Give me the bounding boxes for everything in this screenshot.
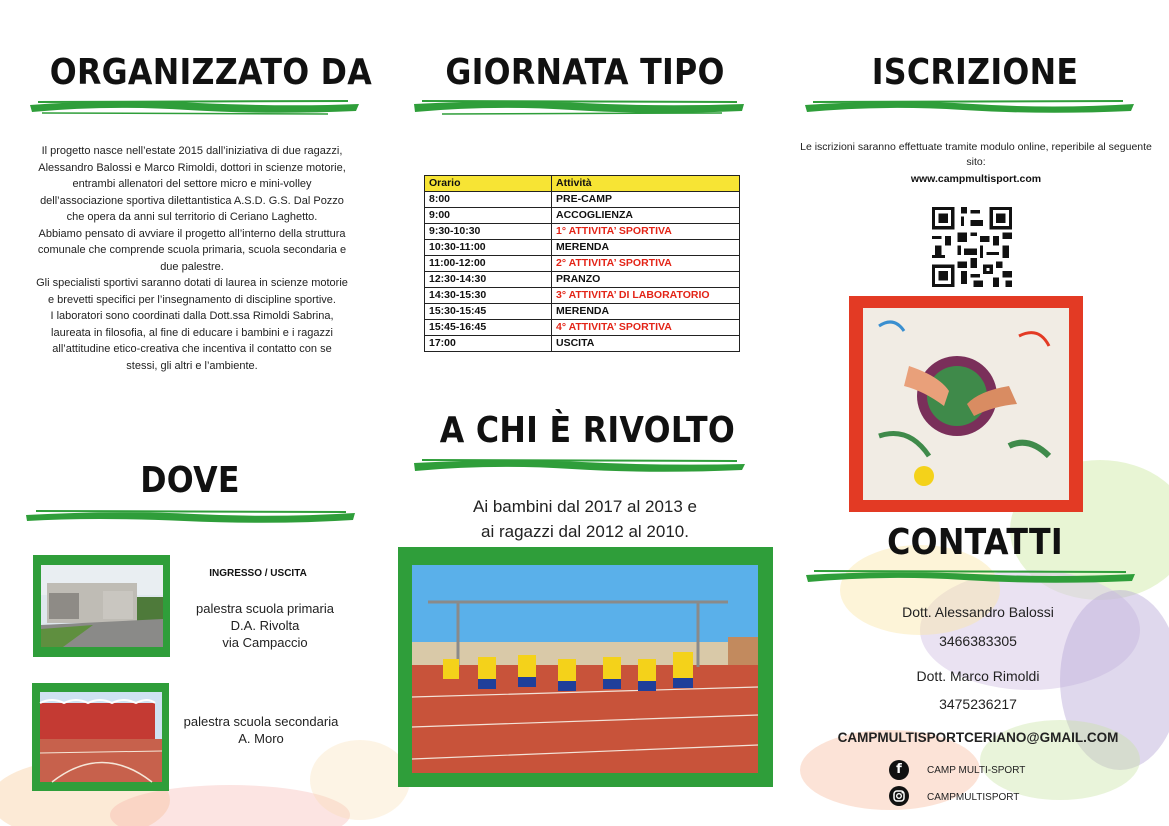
facebook-label[interactable]: CAMP MULTI-SPORT: [927, 765, 1026, 776]
organizzato-paragraph: Il progetto nasce nell’estate 2015 dall’iniziativa di due ragazzi, Alessandro Balossi e Marco Rimoldi, dottori in scienze motorie, entrambi allenatori del settore micro e mini-volley dell’associazione sportiva dilettantistica A.S.D. G.S. Dal Pozzo che opera da anni sul territorio di Ceriano Laghetto.: [38, 145, 346, 223]
green-brush-stroke: [24, 508, 357, 526]
schedule-activity: USCITA: [552, 336, 740, 352]
schedule-time: 9:00: [425, 208, 552, 224]
green-brush-stroke: [28, 98, 361, 116]
rivolto-text: [420, 494, 750, 544]
organizzato-text: [36, 143, 348, 374]
schedule-row: [425, 320, 740, 336]
running-kids-photo: [398, 547, 773, 787]
place1-line: palestra scuola primaria: [195, 601, 334, 616]
schedule-time: 15:45-16:45: [425, 320, 552, 336]
contact-name-1: Dott. Alessandro Balossi: [902, 604, 1054, 620]
schedule-header-row: [425, 176, 740, 192]
green-brush-stroke: [804, 568, 1137, 586]
schedule-row: [425, 240, 740, 256]
place1-address: [170, 600, 360, 651]
contact-email[interactable]: CAMPMULTISPORTCERIANO@GMAIL.COM: [837, 730, 1119, 745]
schedule-activity: MERENDA: [552, 240, 740, 256]
schedule-header-activity: Attività: [552, 176, 740, 192]
instagram-icon[interactable]: [889, 786, 909, 806]
rivolto-title: A CHI È RIVOLTO: [439, 410, 736, 451]
organizzato-paragraph: Gli specialisti sportivi saranno dotati di laurea in scienze motorie e brevetti specifici per l’insegnamento di discipline sportive.: [36, 277, 348, 306]
green-brush-stroke: [412, 457, 747, 475]
place2-line: A. Moro: [238, 731, 284, 746]
rivolto-line: Ai bambini dal 2017 al 2013 e: [473, 497, 697, 516]
schedule-row: [425, 304, 740, 320]
iscrizione-text: Le iscrizioni saranno effettuate tramite modulo online, reperibile al seguente sito:: [800, 141, 1152, 168]
schedule-activity: MERENDA: [552, 304, 740, 320]
schedule-time: 14:30-15:30: [425, 288, 552, 304]
schedule-time: 12:30-14:30: [425, 272, 552, 288]
schedule-activity: 1° ATTIVITA’ SPORTIVA: [552, 224, 740, 240]
schedule-row: [425, 336, 740, 352]
secondary-school-photo: [32, 683, 169, 791]
green-brush-stroke: [412, 98, 746, 116]
schedule-time: 17:00: [425, 336, 552, 352]
schedule-activity: 4° ATTIVITA’ SPORTIVA: [552, 320, 740, 336]
organizzato-paragraph: I laboratori sono coordinati dalla Dott.ssa Rimoldi Sabrina, laureata in filosofia, al fine di educare i bambini e i ragazzi all’attitudine etico-creativa che incentiva il contatto con se stessi, gli altri e l’ambiente.: [50, 310, 334, 372]
place1-line: via Campaccio: [222, 635, 308, 650]
schedule-row: [425, 256, 740, 272]
schedule-row: [425, 272, 740, 288]
schedule-activity: 2° ATTIVITA’ SPORTIVA: [552, 256, 740, 272]
schedule-row: [425, 192, 740, 208]
schedule-row: [425, 208, 740, 224]
qr-code-icon[interactable]: [932, 207, 1012, 287]
schedule-activity: 3° ATTIVITA’ DI LABORATORIO: [552, 288, 740, 304]
place1-line: D.A. Rivolta: [230, 618, 300, 633]
iscrizione-title: ISCRIZIONE: [871, 52, 1079, 93]
schedule-table: [424, 175, 740, 352]
dove-title: DOVE: [140, 460, 240, 501]
schedule-time: 9:30-10:30: [425, 224, 552, 240]
schedule-time: 10:30-11:00: [425, 240, 552, 256]
entrance-label: INGRESSO / USCITA: [209, 568, 307, 579]
place2-address: [166, 713, 356, 747]
giornata-title: GIORNATA TIPO: [445, 52, 725, 93]
contact-name-2: Dott. Marco Rimoldi: [916, 668, 1040, 684]
schedule-time: 15:30-15:45: [425, 304, 552, 320]
green-brush-stroke: [803, 98, 1136, 116]
schedule-row: [425, 288, 740, 304]
primary-school-photo: [33, 555, 170, 657]
contact-phone-2[interactable]: 3475236217: [939, 696, 1017, 712]
schedule-activity: PRE-CAMP: [552, 192, 740, 208]
schedule-time: 11:00-12:00: [425, 256, 552, 272]
rivolto-line: ai ragazzi dal 2012 al 2010.: [481, 522, 689, 541]
schedule-time: 8:00: [425, 192, 552, 208]
place2-line: palestra scuola secondaria: [183, 714, 339, 729]
organizzato-paragraph: Abbiamo pensato di avviare il progetto all’interno della struttura comunale che comprende scuola primaria, scuola secondaria e due palestre.: [37, 227, 347, 273]
schedule-header-time: Orario: [425, 176, 552, 192]
schedule-activity: ACCOGLIENZA: [552, 208, 740, 224]
contact-phone-1[interactable]: 3466383305: [939, 633, 1017, 649]
schedule-row: [425, 224, 740, 240]
iscrizione-url[interactable]: www.campmultisport.com: [910, 173, 1042, 185]
instagram-label[interactable]: CAMPMULTISPORT: [927, 792, 1020, 803]
painted-hands-photo: [849, 296, 1083, 512]
schedule-activity: PRANZO: [552, 272, 740, 288]
contatti-title: CONTATTI: [887, 522, 1063, 563]
organizzato-title: ORGANIZZATO DA: [49, 52, 373, 93]
facebook-icon[interactable]: f: [889, 760, 909, 780]
